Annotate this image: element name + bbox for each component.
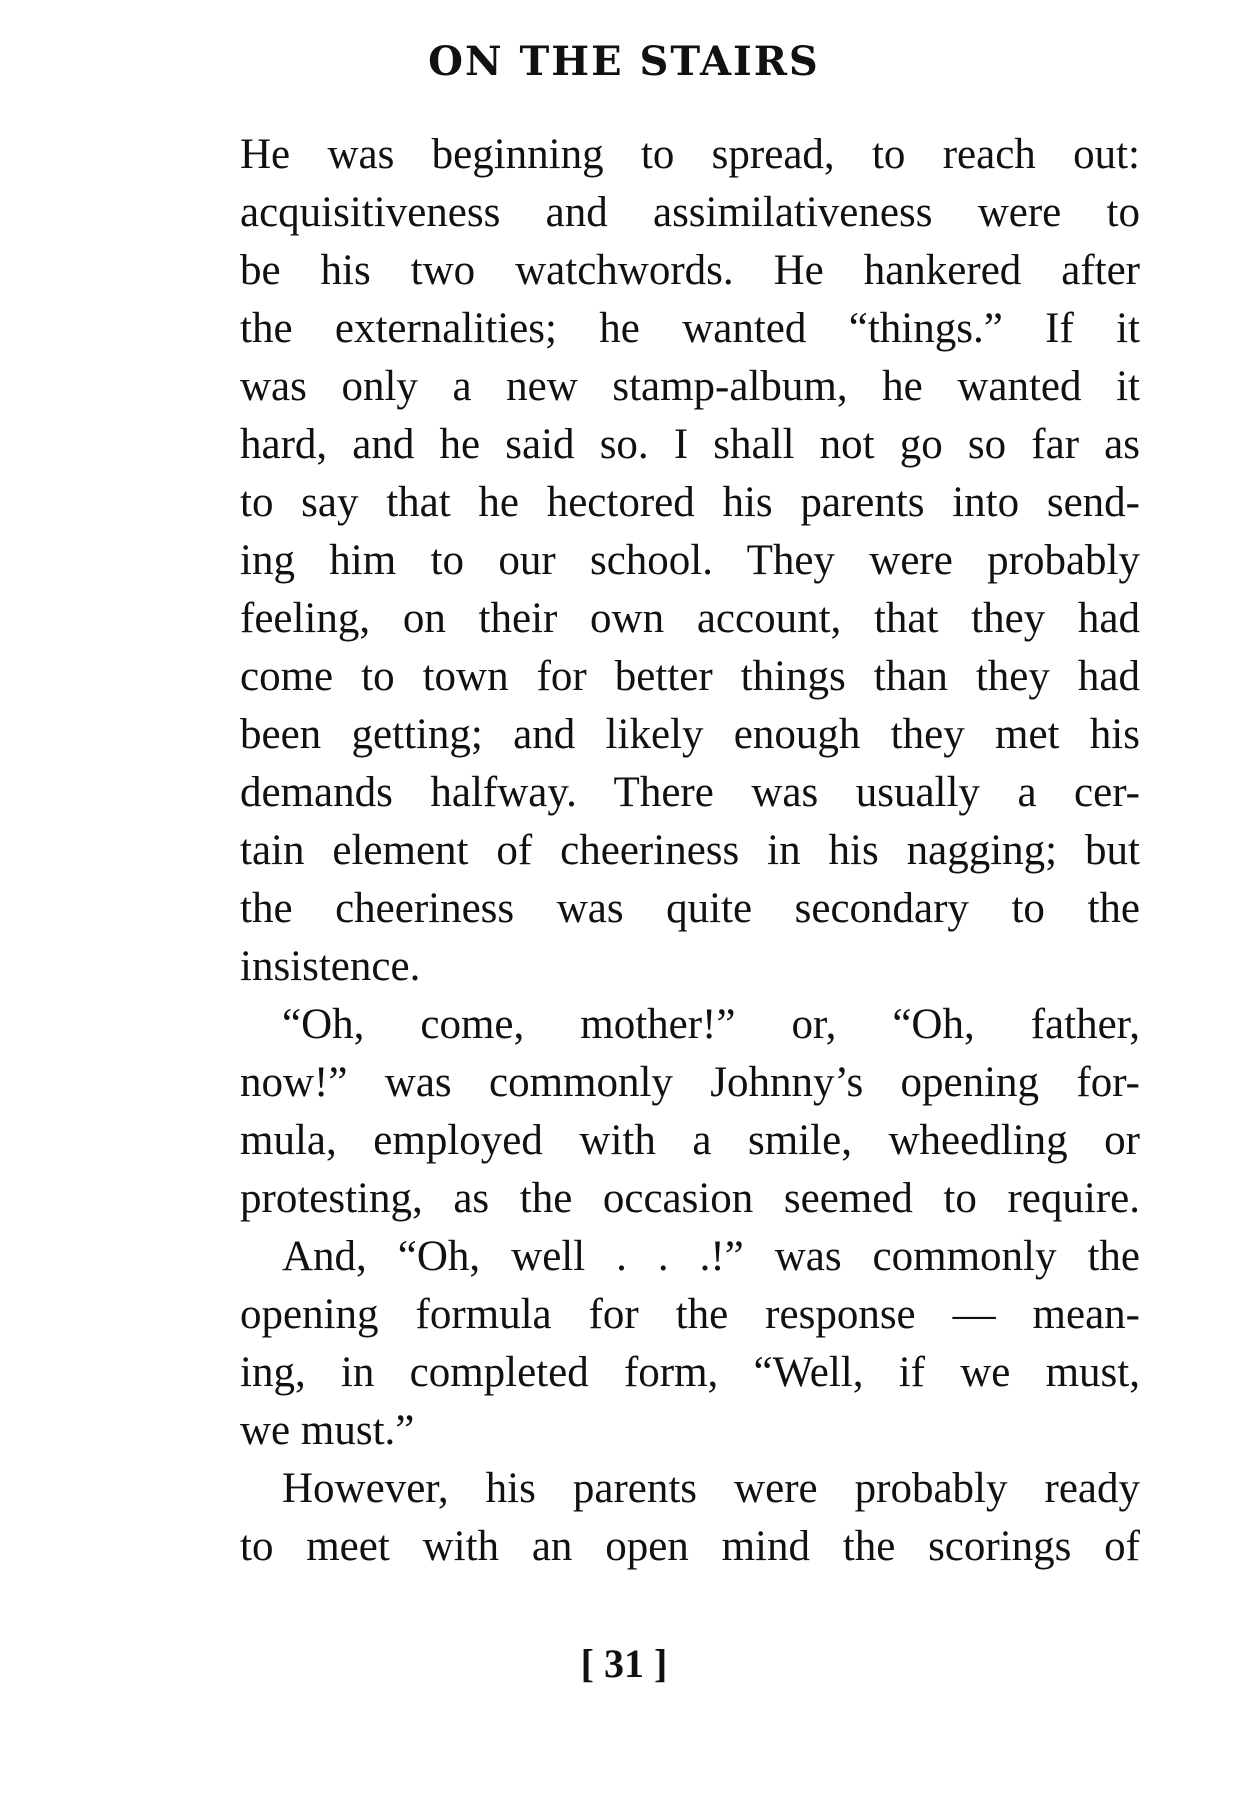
text-line: opening formula for the response — mean- [240,1291,1140,1338]
text-line: we must.” [240,1407,415,1454]
text-line: And, “Oh, well . . .!” was commonly the [282,1233,1140,1280]
text-line: ing, in completed form, “Well, if we must, [240,1349,1140,1396]
text-line: He was beginning to spread, to reach out: [240,131,1140,178]
text-line: the externalities; he wanted “things.” If it [240,305,1140,352]
text-line: protesting, as the occasion seemed to require. [240,1175,1140,1222]
text-line: tain element of cheeriness in his nagging; but [240,827,1140,874]
body-text [240,126,1140,1576]
running-head: ON THE STAIRS [428,38,820,85]
text-line: come to town for better things than they had [240,653,1140,700]
text-line: was only a new stamp-album, he wanted it [240,363,1140,410]
text-line: ing him to our school. They were probably [240,537,1140,584]
text-line: been getting; and likely enough they met his [240,711,1140,758]
text-line: the cheeriness was quite secondary to the [240,885,1140,932]
text-line: to say that he hectored his parents into send- [240,479,1140,526]
text-line: insistence. [240,943,421,990]
text-line: feeling, on their own account, that they had [240,595,1140,642]
page-number: [ 31 ] [580,1641,668,1686]
text-line: “Oh, come, mother!” or, “Oh, father, [282,1001,1140,1048]
text-line: be his two watchwords. He hankered after [240,247,1140,294]
text-line: now!” was commonly Johnny’s opening for- [240,1059,1140,1106]
text-line: mula, employed with a smile, wheedling or [240,1117,1140,1164]
text-line: hard, and he said so. I shall not go so far as [240,421,1140,468]
text-line: to meet with an open mind the scorings of [240,1523,1140,1570]
text-line: However, his parents were probably ready [282,1465,1140,1512]
text-line: demands halfway. There was usually a cer- [240,769,1140,816]
text-line: acquisitiveness and assimilativeness were to [240,189,1140,236]
